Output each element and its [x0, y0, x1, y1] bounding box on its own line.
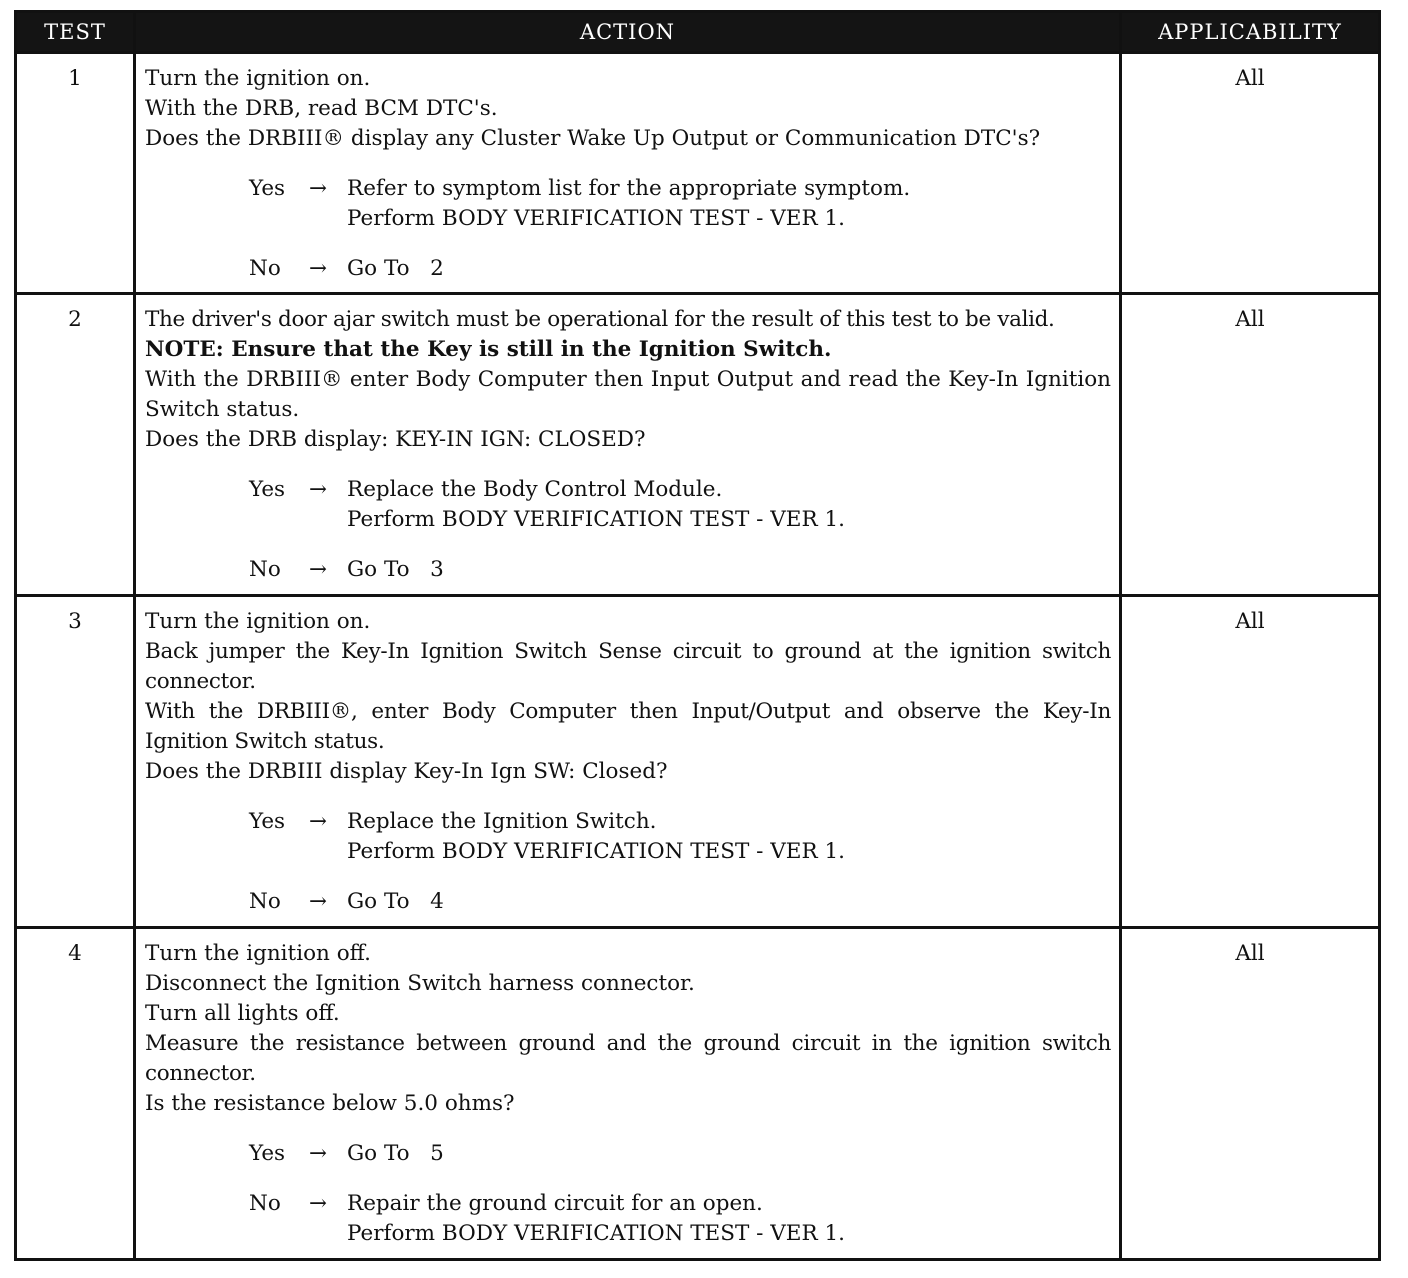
arrow-icon: →	[309, 176, 328, 201]
no-label: No	[249, 557, 281, 582]
arrow-icon: →	[309, 256, 328, 281]
action-line: Does the DRB display: KEY-IN IGN: CLOSED?	[145, 427, 646, 452]
arrow-icon: →	[309, 889, 328, 914]
table-row	[16, 596, 1380, 928]
diagnostic-test-table	[14, 10, 1381, 1261]
applicability-cell: All	[1121, 596, 1380, 928]
yes-outcome	[249, 174, 1111, 234]
no-outcome	[249, 1189, 1111, 1249]
no-label: No	[249, 1191, 281, 1216]
outcome-result: Refer to symptom list for the appropriate symptom.	[347, 176, 911, 201]
action-line: Is the resistance below 5.0 ohms?	[145, 1091, 515, 1116]
outcome-result: Replace the Ignition Switch.	[347, 809, 657, 834]
outcome-result: Perform BODY VERIFICATION TEST - VER 1.	[347, 507, 846, 532]
outcome-result: Repair the ground circuit for an open.	[347, 1191, 763, 1216]
arrow-icon: →	[309, 809, 328, 834]
yes-label: Yes	[249, 1141, 286, 1166]
table-row	[16, 53, 1380, 294]
action-line: Does the DRBIII display Key-In Ign SW: Closed?	[145, 759, 668, 784]
header-applicability: APPLICABILITY	[1121, 12, 1380, 53]
no-label: No	[249, 889, 281, 914]
outcome-result: Perform BODY VERIFICATION TEST - VER 1.	[347, 1221, 846, 1246]
test-number: 2	[16, 294, 135, 596]
outcome-result: Go To 4	[347, 889, 444, 914]
note-line: NOTE: Ensure that the Key is still in the Ignition Switch.	[145, 337, 832, 362]
outcome-result: Perform BODY VERIFICATION TEST - VER 1.	[347, 839, 846, 864]
table-row	[16, 928, 1380, 1260]
outcome-result: Go To 5	[347, 1141, 444, 1166]
yes-outcome	[249, 475, 1111, 535]
action-cell	[135, 294, 1121, 596]
arrow-icon: →	[309, 1141, 328, 1166]
diagnostic-test-table-container	[14, 10, 1378, 1261]
action-line: The driver's door ajar switch must be operational for the result of this test to be valid.	[145, 307, 1055, 332]
arrow-icon: →	[309, 477, 328, 502]
action-cell	[135, 596, 1121, 928]
action-line: Turn the ignition on.	[145, 66, 371, 91]
yes-outcome	[249, 1139, 1111, 1169]
action-line: With the DRBIII®, enter Body Computer then Input/Output and observe the Key-In Ignition Switch status.	[145, 699, 1111, 754]
applicability-cell: All	[1121, 928, 1380, 1260]
action-cell	[135, 928, 1121, 1260]
arrow-icon: →	[309, 557, 328, 582]
outcome-result: Perform BODY VERIFICATION TEST - VER 1.	[347, 206, 846, 231]
outcome-result: Go To 2	[347, 256, 444, 281]
applicability-cell: All	[1121, 294, 1380, 596]
action-line: Turn the ignition off.	[145, 941, 371, 966]
outcome-result: Go To 3	[347, 557, 444, 582]
yes-label: Yes	[249, 477, 286, 502]
yes-label: Yes	[249, 809, 286, 834]
no-label: No	[249, 256, 281, 281]
yes-outcome	[249, 807, 1111, 867]
arrow-icon: →	[309, 1191, 328, 1216]
action-line: With the DRB, read BCM DTC's.	[145, 96, 498, 121]
applicability-cell: All	[1121, 53, 1380, 294]
action-line: With the DRBIII® enter Body Computer then Input Output and read the Key-In Ignition Switch status.	[145, 367, 1111, 422]
no-outcome	[249, 555, 1111, 585]
action-line: Does the DRBIII® display any Cluster Wake Up Output or Communication DTC's?	[145, 126, 1041, 151]
no-outcome	[249, 887, 1111, 917]
no-outcome	[249, 254, 1111, 284]
table-row	[16, 294, 1380, 596]
action-line: Disconnect the Ignition Switch harness connector.	[145, 971, 695, 996]
header-test: TEST	[16, 12, 135, 53]
test-number: 1	[16, 53, 135, 294]
yes-label: Yes	[249, 176, 286, 201]
action-line: Back jumper the Key-In Ignition Switch Sense circuit to ground at the ignition switch connector.	[145, 639, 1111, 694]
test-number: 3	[16, 596, 135, 928]
outcome-result: Replace the Body Control Module.	[347, 477, 723, 502]
action-line: Turn all lights off.	[145, 1001, 340, 1026]
header-action: ACTION	[135, 12, 1121, 53]
test-number: 4	[16, 928, 135, 1260]
action-cell	[135, 53, 1121, 294]
action-line: Turn the ignition on.	[145, 609, 371, 634]
table-header-row	[16, 12, 1380, 53]
action-line: Measure the resistance between ground and the ground circuit in the ignition switch connector.	[145, 1031, 1111, 1086]
